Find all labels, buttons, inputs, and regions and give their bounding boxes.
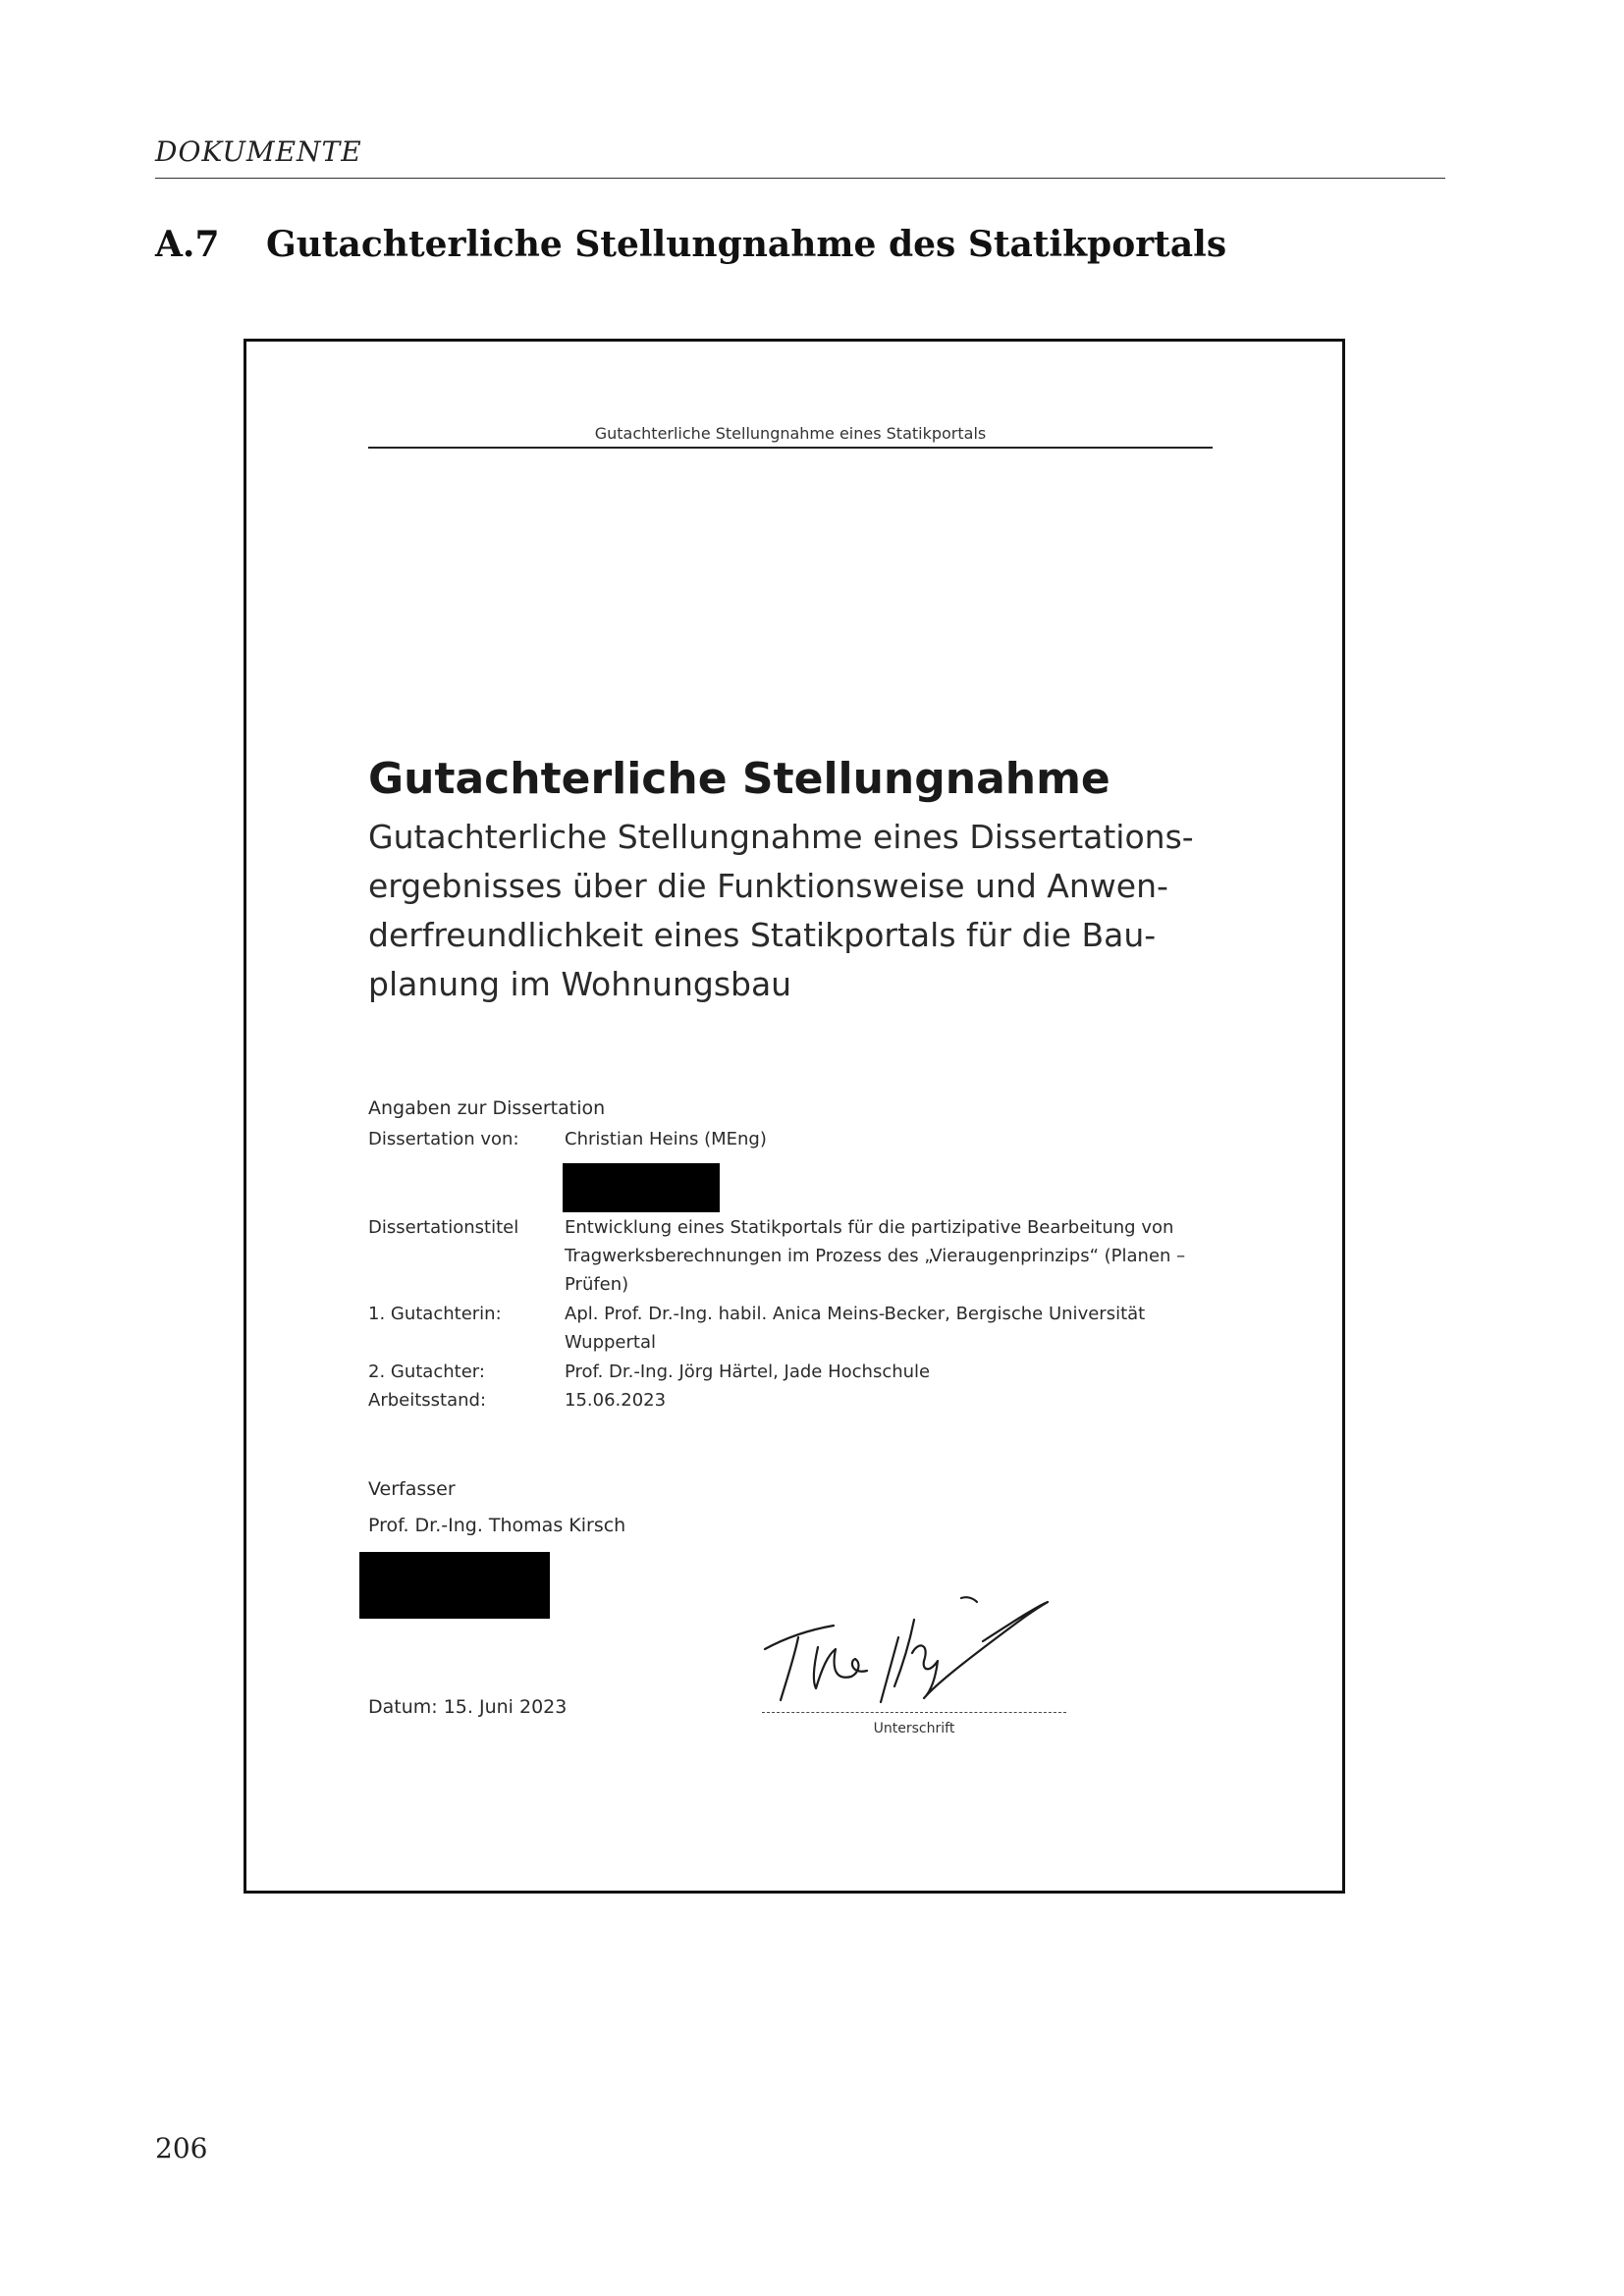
document-header-rule [368,447,1213,449]
info-label: Dissertation von: [368,1129,519,1149]
info-heading: Angaben zur Dissertation [368,1097,606,1119]
document-header: Gutachterliche Stellungnahme eines Statikportals [594,424,987,443]
document-title: Gutachterliche Stellungnahme [368,754,1110,804]
redaction-block [359,1552,550,1619]
running-head: DOKUMENTE [155,135,362,168]
page-number: 206 [155,2132,208,2164]
info-value: 15.06.2023 [565,1390,667,1411]
section-title [155,224,1226,265]
document-subtitle [368,813,1213,1009]
subtitle-line: derfreundlichkeit eines Statikportals für die Bau- [368,916,1157,954]
info-label: Dissertationstitel [368,1217,519,1238]
verfasser-name: Prof. Dr.-Ing. Thomas Kirsch [368,1515,626,1536]
subtitle-line: Gutachterliche Stellungnahme eines Dissertations- [368,818,1194,856]
handwritten-signature [757,1578,1052,1716]
info-value: Apl. Prof. Dr.-Ing. habil. Anica Meins-Becker, Bergische Universität Wuppertal [565,1304,1146,1353]
info-value: Christian Heins (MEng) [565,1129,767,1149]
info-value: Entwicklung eines Statikportals für die partizipative Bearbeitung von Tragwerksberechnungen im Prozess des „Vieraugenprinzips“ (Planen – Prüfen) [565,1217,1186,1295]
redaction-block [563,1163,720,1212]
info-label: 1. Gutachterin: [368,1304,502,1324]
section-title-text: Gutachterliche Stellungnahme des Statikportals [266,224,1227,265]
signature-label: Unterschrift [873,1721,955,1736]
info-label: Arbeitsstand: [368,1390,487,1411]
running-head-rule [155,178,1445,179]
subtitle-line: planung im Wohnungsbau [368,965,792,1003]
info-value: Prof. Dr.-Ing. Jörg Härtel, Jade Hochschule [565,1362,931,1382]
section-number: A.7 [155,224,220,265]
subtitle-line: ergebnisses über die Funktionsweise und Anwen- [368,867,1168,905]
scanned-document [244,339,1345,1894]
info-label: 2. Gutachter: [368,1362,485,1382]
verfasser-label: Verfasser [368,1478,456,1500]
signature-line [762,1712,1066,1713]
date: Datum: 15. Juni 2023 [368,1696,568,1718]
